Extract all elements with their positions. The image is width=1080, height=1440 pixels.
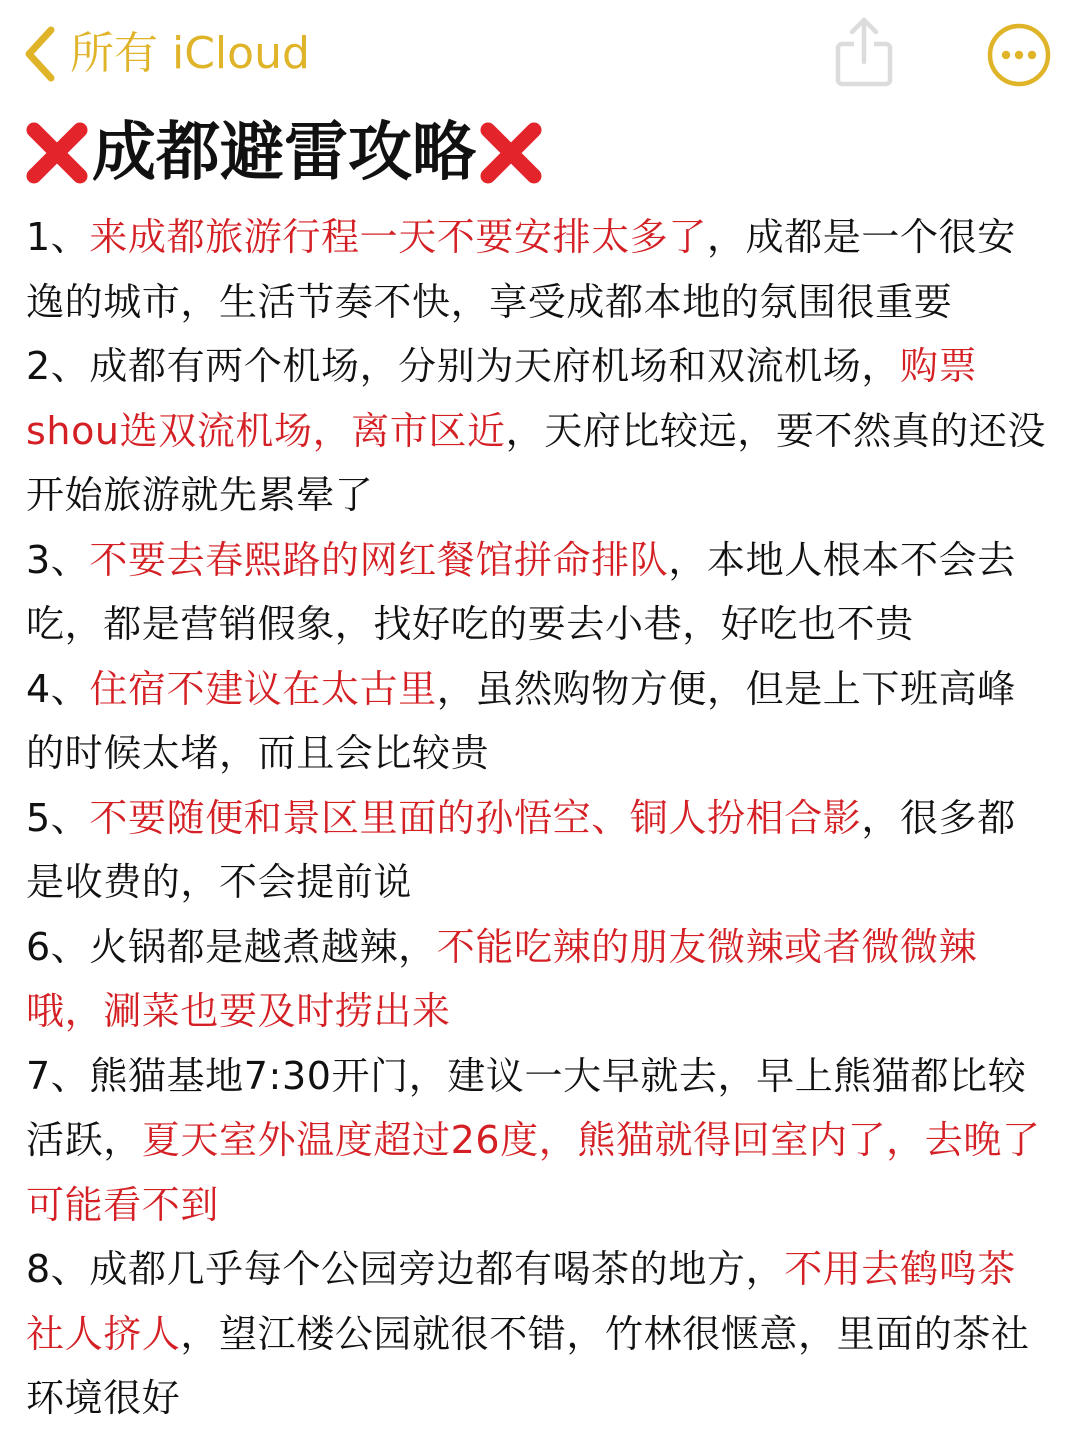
note-title	[24, 112, 544, 194]
body-text: 6、火锅都是越煮越辣，	[26, 924, 437, 969]
note-item	[26, 657, 1054, 786]
body-text: 5、	[26, 795, 90, 840]
chevron-left-icon	[22, 25, 56, 83]
body-text: ，很多都是收费的，不会提前说	[26, 795, 1016, 904]
note-item	[26, 1044, 1054, 1238]
body-text: 1、	[26, 215, 90, 259]
note-title-text: 成都避雷攻略	[92, 116, 476, 190]
back-button[interactable]	[22, 18, 310, 90]
body-text: 8、成都几乎每个公园旁边都有喝茶的地方，	[26, 1247, 785, 1291]
highlighted-text: 来成都旅游行程一天不要安排太多了	[89, 215, 707, 259]
body-text: ，虽然购物方便，但是上下班高峰的时候太堵，而且会比较贵	[26, 666, 1016, 775]
body-text: ，望江楼公园就很不错，竹林很惬意，里面的茶社环境很好	[26, 1311, 1030, 1420]
note-item	[26, 528, 1054, 657]
note-item	[26, 915, 1054, 1044]
note-item	[26, 334, 1054, 528]
body-text: 4、	[26, 666, 90, 711]
note-body[interactable]	[26, 205, 1054, 1431]
body-text: 3、	[26, 537, 90, 582]
body-text: ，成都是一个很安逸的城市，生活节奏不快，享受成都本地的氛围很重要	[26, 215, 1016, 324]
body-text: 7、熊猫基地7:30开门，建议一大早就去，早上熊猫都比较活跃，	[26, 1053, 1027, 1162]
note-item	[26, 786, 1054, 915]
highlighted-text: 夏天室外温度超过26度，熊猫就得回室内了，去晚了可能看不到	[26, 1118, 1041, 1227]
share-icon[interactable]	[830, 14, 898, 90]
more-ellipsis-icon[interactable]	[986, 22, 1052, 88]
highlighted-text: 住宿不建议在太古里	[89, 666, 437, 711]
body-text: 2、成都有两个机场，分别为天府机场和双流机场，	[26, 344, 900, 388]
highlighted-text: 不要去春熙路的网红餐馆拼命排队	[89, 537, 669, 582]
note-item	[26, 1237, 1054, 1431]
highlighted-text: 不用去鹤鸣茶社人挤人	[26, 1247, 1016, 1356]
body-text: ，本地人根本不会去吃，都是营销假象，找好吃的要去小巷，好吃也不贵	[26, 537, 1016, 646]
body-text: ，天府比较远，要不然真的还没开始旅游就先累晕了	[26, 408, 1047, 517]
highlighted-text: 不能吃辣的朋友微辣或者微微辣哦，涮菜也要及时捞出来	[26, 924, 978, 1033]
red-cross-mark-icon	[478, 120, 544, 186]
note-item	[26, 205, 1054, 334]
back-label: 所有 iCloud	[70, 28, 310, 79]
highlighted-text: 不要随便和景区里面的孙悟空、铜人扮相合影	[89, 795, 862, 840]
red-cross-mark-icon	[24, 120, 90, 186]
navigation-bar	[0, 0, 1080, 110]
highlighted-text: 购票shou选双流机场，离市区近	[26, 344, 978, 453]
